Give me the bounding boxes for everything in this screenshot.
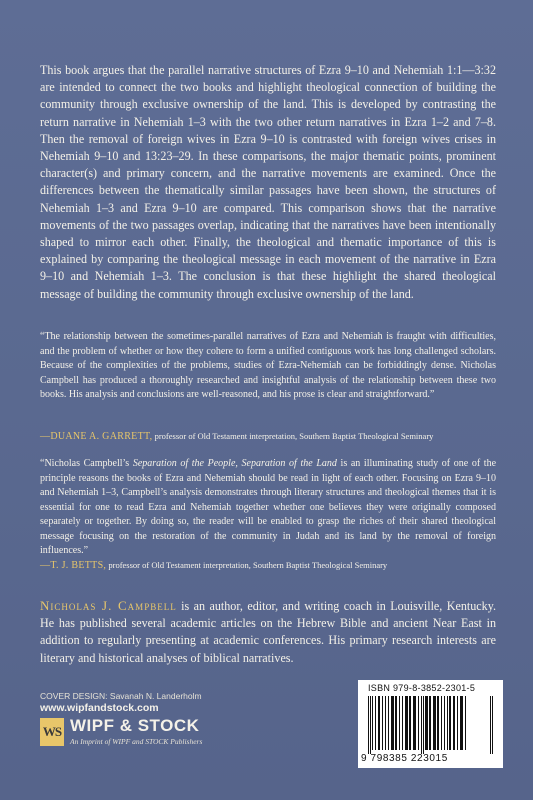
barcode-bar	[375, 696, 376, 750]
endorsement-betts-attribution	[40, 559, 387, 572]
author-bio	[40, 597, 496, 667]
barcode-bar	[423, 696, 424, 754]
publisher-logo	[40, 716, 240, 750]
barcode-bar	[437, 696, 439, 750]
barcode-bar	[395, 696, 397, 750]
barcode-bar	[388, 696, 389, 750]
barcode-bar	[447, 696, 448, 750]
barcode-bar	[492, 696, 493, 754]
barcode-bar	[370, 696, 371, 754]
endorsement-text-before: “Nicholas Campbell’s	[40, 458, 133, 469]
barcode-bar	[405, 696, 408, 750]
barcode-digits: 9 798385 223015	[361, 753, 448, 764]
barcode-bar	[449, 696, 451, 750]
barcode-bar	[382, 696, 383, 750]
isbn-barcode	[358, 680, 503, 768]
book-description: This book argues that the parallel narrative structures of Ezra 9–10 and Nehemiah 1:1—3:32 are intended to connect the two books and highlight theological connection of building the community through exclusive ownership of the land. This is developed by contrasting the return narrative in Nehemiah 1–3 with the two other return narratives in Ezra 1–2 and 7–8. Then the removal of foreign wives in Ezra 9–10 is contrasted with foreign wives crises in Nehemiah 9–10 and 13:23–29. In these comparisons, the major thematic points, prominent character(s) and primary concern, and the narrative movements are examined. Once the differences between the thematically similar passages have been shown, the structures of Nehemiah 1–3 and Ezra 9–10 are compared. This comparison shows that the narrative movements of the two passages overlap, indicating that the narratives have been intentionally shaped to mirror each other. Finally, the theological and thematic importance of this is explained by comparing the theological message in each movement of the narrative in Ezra 9–10 and Nehemiah 1–3. The conclusion is that these highlight the shared theological message of building the community through exclusive ownership of the land.	[40, 63, 496, 301]
barcode-bar	[399, 696, 400, 750]
barcode-bar	[453, 696, 455, 750]
publisher-logo-mark: WS	[40, 718, 64, 746]
barcode-bar	[378, 696, 380, 750]
barcode-bar	[457, 696, 458, 750]
barcode-bar	[433, 696, 436, 750]
barcode-bar	[413, 696, 416, 750]
endorsement-dash: —	[40, 431, 51, 442]
barcode-bar	[444, 696, 445, 750]
barcode-bar	[441, 696, 442, 750]
endorsement-garrett-attribution	[40, 430, 433, 443]
barcode-bar	[385, 696, 386, 750]
barcode-bar	[391, 696, 394, 750]
barcode-bar	[425, 696, 428, 750]
author-bio-text: is an author, editor, and writing coach in Louisville, Kentucky. He has published several academic articles on the Hebrew Bible and ancient Near East in addition to regularly presenting at academic conferences. His primary research interests are literary and historical analyses of biblical narratives.	[40, 599, 497, 665]
endorsement-betts-text	[40, 457, 496, 559]
endorsement-dash: —	[40, 560, 51, 571]
barcode-bar	[418, 696, 419, 750]
barcode-bar	[402, 696, 403, 750]
endorser-role: professor of Old Testament interpretation, Southern Baptist Theological Seminary	[152, 431, 434, 441]
endorsement-garrett-text: “The relationship between the sometimes-parallel narratives of Ezra and Nehemiah is fraught with difficulties, and the problem of whether or how they cohere to form a unified contiguous work has long challenged scholars. Because of the complexities of the problems, studies of Ezra-Nehemiah can be forbiddingly dense. Nicholas Campbell has produced a thoroughly researched and insightful analysis of the relationship between these two books. His analysis and conclusions are well-reasoned, and his prose is clear and straightforward.”	[40, 331, 496, 400]
publisher-tagline: An Imprint of WIPF and STOCK Publishers	[70, 737, 203, 746]
endorser-role: professor of Old Testament interpretation, Southern Baptist Theological Seminary	[106, 560, 388, 570]
endorsement-text-after: is an illuminating study of one of the principle reasons the books of Ezra and Nehemiah should be read in light of each other. Focusing on Ezra 9–10 and Nehemiah 1–3, Campbell’s analysis demonstrates through literary structures and theological themes that it is essential for one to read Ezra and Nehemiah together whether one believes they were originally composed separately or together. By doing so, the reader will be enabled to grasp the riches of their shared theological message focusing on the restoration of the community in Judah and its land by the removal of foreign influences.”	[40, 458, 497, 556]
barcode-bar	[429, 696, 431, 750]
endorser-name: T. J. BETTS,	[50, 560, 107, 571]
cover-design-credit: COVER DESIGN: Savanah N. Landerholm	[40, 691, 202, 701]
author-name: Nicholas J. Campbell	[40, 598, 177, 613]
barcode-bar	[372, 696, 373, 750]
barcode-bar	[465, 696, 466, 750]
barcode-bar	[409, 696, 411, 750]
publisher-name: WIPF & STOCK	[70, 716, 200, 735]
barcode-bars	[366, 696, 495, 754]
barcode-bar	[460, 696, 463, 750]
barcode-bar	[421, 696, 422, 754]
publisher-website: www.wipfandstock.com	[40, 702, 159, 714]
barcode-bar	[490, 696, 491, 754]
endorser-name: DUANE A. GARRETT,	[50, 431, 153, 442]
isbn-label: ISBN 979-8-3852-2301-5	[368, 683, 476, 693]
barcode-bar	[368, 696, 369, 754]
book-title-italic: Separation of the People, Separation of the Land	[132, 458, 337, 469]
